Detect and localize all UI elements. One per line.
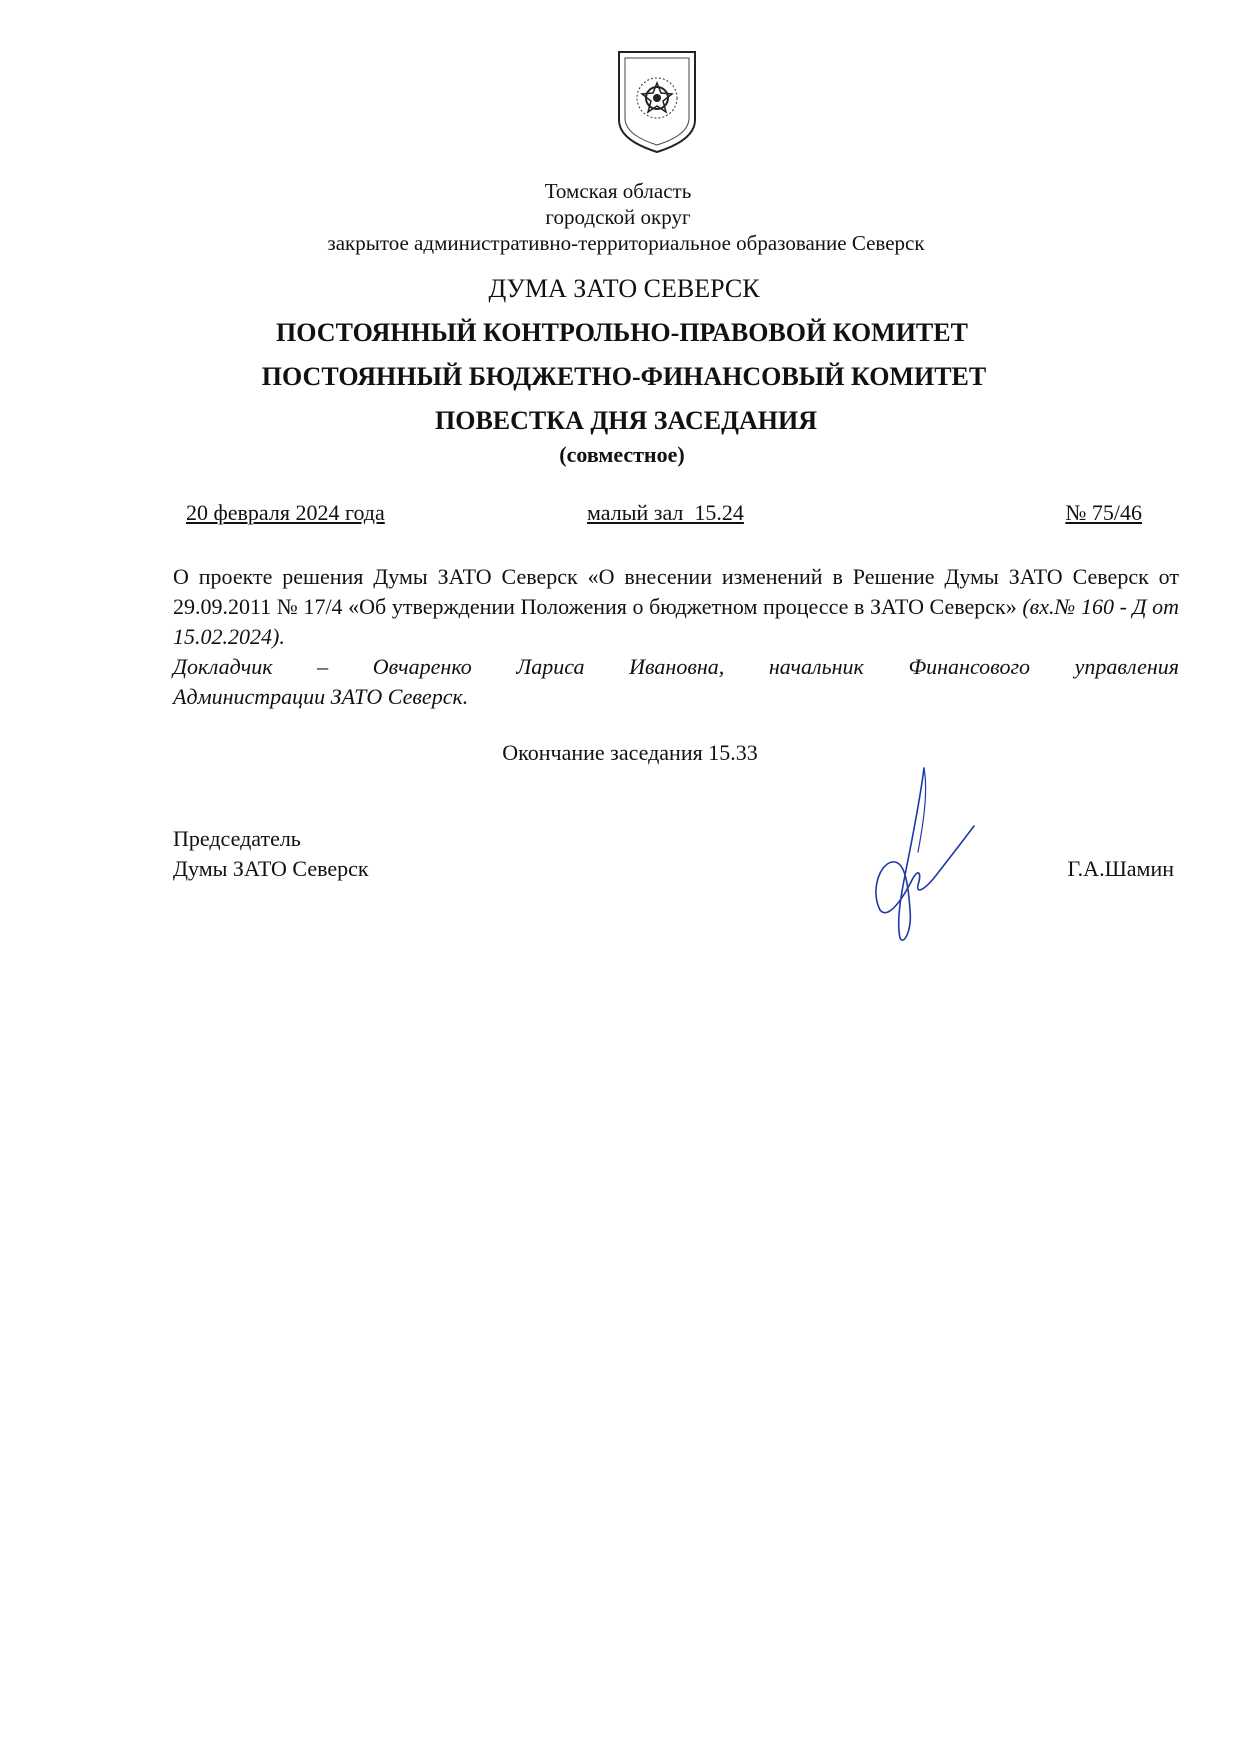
agenda-title: ПОВЕСТКА ДНЯ ЗАСЕДАНИЯ	[435, 406, 817, 435]
meeting-place-time: малый зал 15.24	[587, 500, 744, 525]
zato-line: закрытое административно-территориальное образование Северск	[327, 231, 925, 255]
handwritten-signature	[862, 760, 982, 950]
district-line: городской округ	[545, 205, 691, 229]
meeting-closing: Окончание заседания 15.33	[502, 740, 758, 765]
coat-of-arms-icon	[615, 48, 699, 156]
chair-title-line-2: Думы ЗАТО Северск	[173, 856, 369, 881]
chair-title-line-1: Председатель	[173, 826, 301, 851]
agenda-item	[173, 562, 1179, 652]
duma-title: ДУМА ЗАТО СЕВЕРСК	[488, 274, 760, 303]
speaker-line-2: Администрации ЗАТО Северск.	[173, 684, 469, 709]
agenda-item-text: О проекте решения Думы ЗАТО Северск «О внесении изменений в Решение Думы ЗАТО Северск от 29.09.2011 № 17/4 «Об утверждении Положения о бюджетном процессе в ЗАТО Северск»	[173, 564, 1179, 619]
chair-title	[173, 824, 369, 884]
committee-title-1: ПОСТОЯННЫЙ КОНТРОЛЬНО-ПРАВОВОЙ КОМИТЕТ	[276, 318, 968, 347]
agenda-subtitle: (совместное)	[559, 442, 685, 467]
speaker-line-1: Докладчик – Овчаренко Лариса Ивановна, начальник Финансового управления	[173, 654, 1179, 679]
signer-name: Г.А.Шамин	[1067, 856, 1174, 881]
meeting-date: 20 февраля 2024 года	[186, 500, 385, 525]
agenda-item-reference: (вх.№ 160 - Д от 15.02.2024).	[173, 594, 1179, 649]
committee-title-2: ПОСТОЯННЫЙ БЮДЖЕТНО-ФИНАНСОВЫЙ КОМИТЕТ	[261, 362, 987, 391]
agenda-speaker	[173, 652, 1179, 712]
meeting-number: № 75/46	[1065, 500, 1142, 525]
region-line: Томская область	[544, 179, 692, 203]
